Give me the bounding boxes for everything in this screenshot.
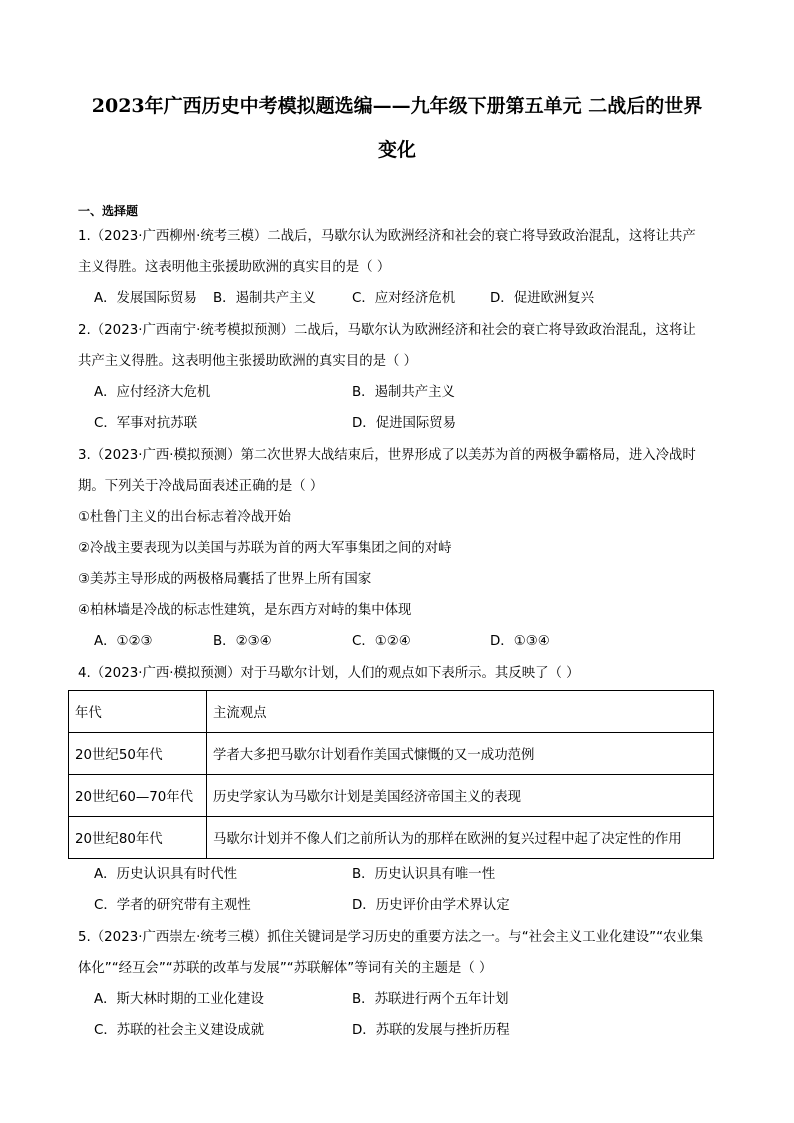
table-header-row bbox=[69, 691, 714, 733]
question-stem-line: 1.（2023·广西柳州·统考三模）二战后，马歇尔认为欧洲经济和社会的衰亡将导致政治混乱，这将让共产 bbox=[78, 229, 696, 244]
options-row bbox=[78, 859, 718, 890]
option-b: B．②③④ bbox=[213, 634, 272, 649]
question-stem-line: 3.（2023·广西·模拟预测）第二次世界大战结束后，世界形成了以美苏为首的两极争霸格局，进入冷战时 bbox=[78, 448, 696, 463]
title-line-2: 变化 bbox=[377, 139, 416, 161]
option-c: C．苏联的社会主义建设成就 bbox=[94, 1023, 265, 1038]
option-b: B．遏制共产主义 bbox=[213, 291, 316, 306]
options-row bbox=[78, 984, 718, 1015]
viewpoint-table bbox=[68, 690, 714, 859]
option-a: A．①②③ bbox=[94, 634, 153, 649]
option-b: B．遏制共产主义 bbox=[352, 385, 455, 400]
option-d: D．①③④ bbox=[490, 634, 550, 649]
statement-item: ④柏林墙是冷战的标志性建筑，是东西方对峙的集中体现 bbox=[78, 603, 412, 618]
option-d: D．促进欧洲复兴 bbox=[490, 291, 595, 306]
question-stem-line: 期。下列关于冷战局面表述正确的是（ ） bbox=[78, 479, 324, 494]
options-row bbox=[78, 890, 718, 921]
options-row bbox=[78, 283, 718, 314]
options-row bbox=[78, 408, 718, 439]
question-stem-line: 体化”“经互会”“苏联的改革与发展”“苏联解体”等词有关的主题是（ ） bbox=[78, 961, 493, 976]
document-title bbox=[60, 84, 734, 172]
table-cell: 20世纪60—70年代 bbox=[69, 775, 207, 817]
table-header-cell: 主流观点 bbox=[207, 691, 714, 733]
table-cell: 学者大多把马歇尔计划看作美国式慷慨的又一成功范例 bbox=[207, 733, 714, 775]
question-stem-line: 2.（2023·广西南宁·统考模拟预测）二战后，马歇尔认为欧洲经济和社会的衰亡将导致政治混乱，这将让 bbox=[78, 323, 696, 338]
table-row bbox=[69, 733, 714, 775]
statement-item: ①杜鲁门主义的出台标志着冷战开始 bbox=[78, 510, 291, 525]
table-row bbox=[69, 817, 714, 859]
options-row bbox=[78, 626, 718, 657]
question-stem-line: 主义得胜。这表明他主张援助欧洲的真实目的是（ ） bbox=[78, 260, 391, 275]
option-b: B．历史认识具有唯一性 bbox=[352, 867, 496, 882]
question-stem-line: 4.（2023·广西·模拟预测）对于马歇尔计划，人们的观点如下表所示。其反映了（ ） bbox=[78, 666, 580, 681]
option-a: A．发展国际贸易 bbox=[94, 291, 197, 306]
question-3 bbox=[78, 440, 718, 657]
statement-item: ③美苏主导形成的两极格局囊括了世界上所有国家 bbox=[78, 572, 372, 587]
table-cell: 20世纪80年代 bbox=[69, 817, 207, 859]
option-a: A．斯大林时期的工业化建设 bbox=[94, 992, 264, 1007]
question-4 bbox=[78, 658, 718, 689]
option-c: C．学者的研究带有主观性 bbox=[94, 898, 251, 913]
option-d: D．苏联的发展与挫折历程 bbox=[352, 1023, 510, 1038]
question-2 bbox=[78, 315, 718, 439]
option-c: C．应对经济危机 bbox=[352, 291, 456, 306]
question-5 bbox=[78, 922, 718, 1046]
option-d: D．历史评价由学术界认定 bbox=[352, 898, 510, 913]
table-row bbox=[69, 775, 714, 817]
question-4-options bbox=[78, 859, 718, 921]
table-cell: 历史学家认为马歇尔计划是美国经济帝国主义的表现 bbox=[207, 775, 714, 817]
question-stem-line: 5.（2023·广西崇左·统考三模）抓住关键词是学习历史的重要方法之一。与“社会主义工业化建设”“农业集 bbox=[78, 930, 704, 945]
title-line-1: 2023年广西历史中考模拟题选编——九年级下册第五单元 二战后的世界 bbox=[91, 95, 703, 117]
question-1 bbox=[78, 221, 718, 314]
table-cell: 20世纪50年代 bbox=[69, 733, 207, 775]
options-row bbox=[78, 377, 718, 408]
table-header-cell: 年代 bbox=[69, 691, 207, 733]
option-a: A．历史认识具有时代性 bbox=[94, 867, 238, 882]
option-b: B．苏联进行两个五年计划 bbox=[352, 992, 509, 1007]
option-d: D．促进国际贸易 bbox=[352, 416, 457, 431]
table-cell: 马歇尔计划并不像人们之前所认为的那样在欧洲的复兴过程中起了决定性的作用 bbox=[207, 817, 714, 859]
option-c: C．①②④ bbox=[352, 634, 411, 649]
question-stem-line: 共产主义得胜。这表明他主张援助欧洲的真实目的是（ ） bbox=[78, 354, 418, 369]
options-row bbox=[78, 1015, 718, 1046]
statement-item: ②冷战主要表现为以美国与苏联为首的两大军事集团之间的对峙 bbox=[78, 541, 452, 556]
option-a: A．应付经济大危机 bbox=[94, 385, 211, 400]
section-heading: 一、选择题 bbox=[78, 204, 139, 218]
option-c: C．军事对抗苏联 bbox=[94, 416, 198, 431]
